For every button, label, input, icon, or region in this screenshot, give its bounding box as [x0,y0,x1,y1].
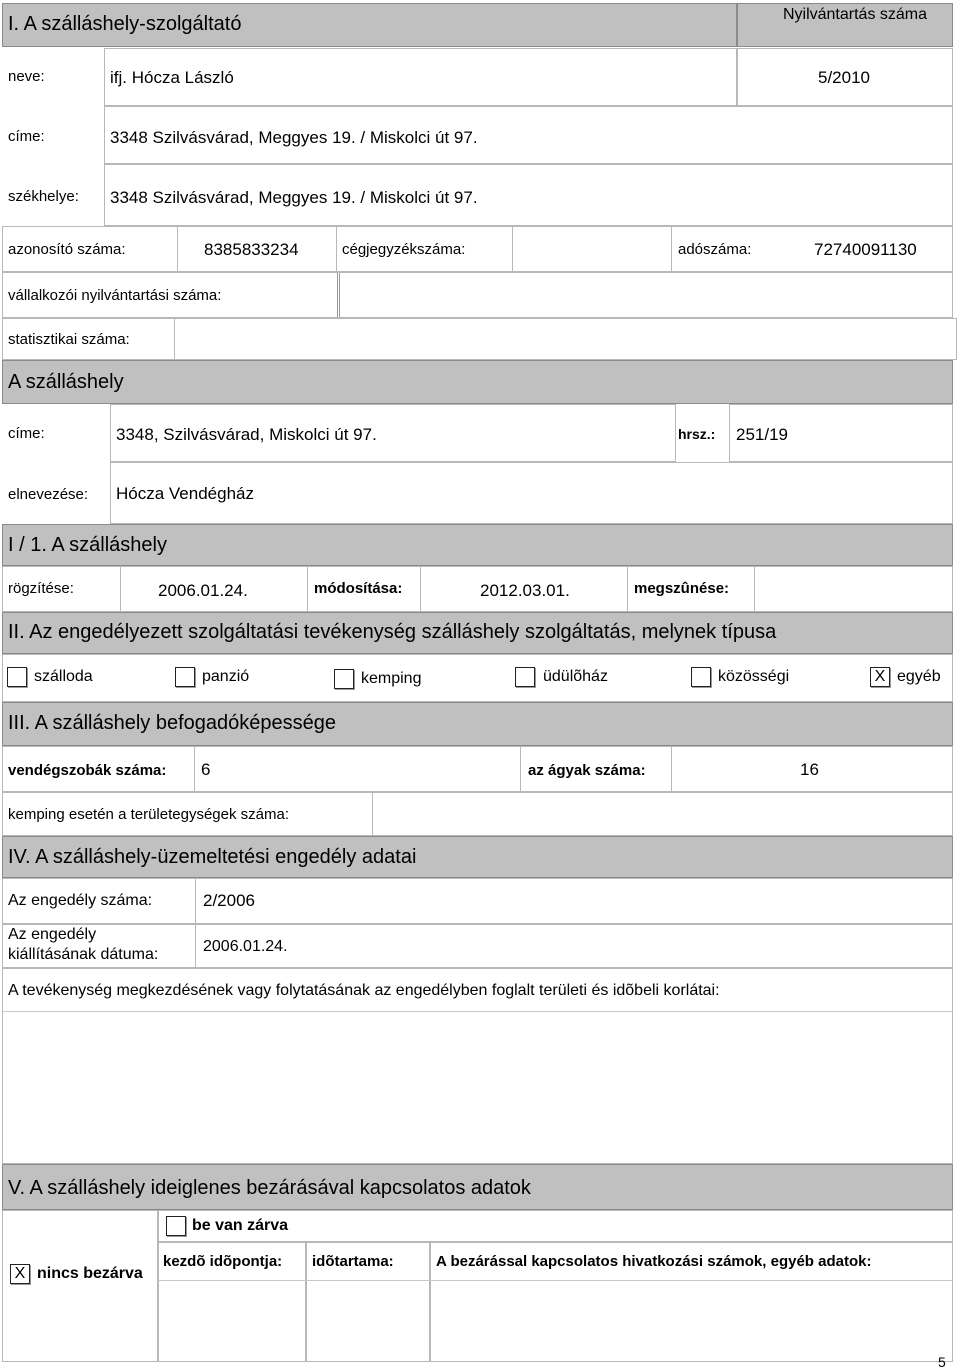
accommodation-name-value: Hócza Vendégház [116,484,254,503]
recorded-label: rögzítése: [8,580,74,597]
provider-name-value: ifj. Hócza László [110,68,234,87]
refs-label: A bezárással kapcsolatos hivatkozási számok, egyéb adatok: [436,1253,872,1270]
not-closed-cell [2,1210,158,1362]
recorded-value: 2006.01.24. [158,581,248,600]
permit-no-box [195,878,953,924]
page-number: 5 [938,1354,946,1370]
stat-label: statisztikai száma: [8,331,130,348]
entrepreneur-label: vállalkozói nyilvántartási száma: [8,287,222,304]
option-udulohaz-label: üdülõház [543,668,608,685]
hrsz-label: hrsz.: [678,426,716,442]
checkbox-egyeb[interactable]: X [870,667,890,687]
provider-address-label: címe: [8,128,45,145]
entrepreneur-box [337,272,953,318]
section3-title: III. A szálláshely befogadóképessége [8,712,337,734]
closed-label: be van zárva [192,1217,289,1234]
reg-header-label: Nyilvántartás száma [782,6,928,23]
accommodation-address-label: címe: [8,425,45,442]
limits-divider [2,1011,953,1012]
ended-label: megszûnése: [634,580,730,597]
not-closed-label: nincs bezárva [37,1265,143,1282]
type-row [2,654,953,702]
company-reg-label: cégjegyzékszáma: [342,241,466,258]
hrsz-value: 251/19 [736,425,788,444]
modified-label: módosítása: [314,580,403,597]
tax-value: 72740091130 [814,240,917,259]
accommodation-address-value: 3348, Szilvásvárad, Miskolci út 97. [116,425,377,444]
issue-label-1: Az engedély [8,926,97,943]
provider-seat-label: székhelye: [8,188,79,205]
option-szalloda-label: szálloda [34,668,93,685]
checkbox-kemping[interactable] [334,669,354,689]
section1-title: I. A szálláshely-szolgáltató [8,13,242,35]
permit-no-value: 2/2006 [203,891,255,910]
modified-value: 2012.03.01. [480,581,570,600]
camping-label: kemping esetén a területegységek száma: [8,806,289,823]
section5-title: V. A szálláshely ideiglenes bezárásával kapcsolatos adatok [8,1177,531,1199]
accommodation-header [2,360,953,404]
rooms-box [194,746,521,792]
checkbox-udulohaz[interactable] [515,667,535,687]
section1-1-title: I / 1. A szálláshely [8,534,167,556]
tax-label: adószáma: [678,241,752,258]
section4-title: IV. A szálláshely-üzemeltetési engedély adatai [8,846,417,868]
id-value: 8385833234 [204,240,299,259]
issue-box [195,924,953,968]
reg-number-value: 5/2010 [818,68,870,87]
checkbox-closed[interactable] [166,1216,186,1236]
option-kozossegi-label: közösségi [718,668,790,685]
ended-box [754,566,953,612]
provider-seat-value: 3348 Szilvásvárad, Meggyes 19. / Miskolci út 97. [110,188,478,207]
closure-header-divider [158,1280,953,1281]
rooms-label: vendégszobák száma: [8,762,167,779]
option-panzio-label: panzió [202,668,250,685]
id-label: azonosító száma: [8,241,126,258]
beds-label: az ágyak száma: [528,762,646,779]
checkbox-not-closed[interactable]: X [10,1264,30,1284]
issue-value: 2006.01.24. [203,938,288,955]
beds-value: 16 [800,760,819,779]
option-kemping-label: kemping [361,670,422,687]
permit-no-label: Az engedély száma: [8,892,153,909]
start-label: kezdõ idõpontja: [163,1253,283,1270]
checkbox-kozossegi[interactable] [691,667,711,687]
checkbox-panzio[interactable] [175,667,195,687]
company-reg-box [512,226,672,272]
option-egyeb-label: egyéb [897,668,941,685]
checkbox-szalloda[interactable] [7,667,27,687]
rooms-value: 6 [201,760,211,779]
accommodation-name-label: elnevezése: [8,486,89,503]
duration-label: idõtartama: [312,1253,394,1270]
section2-title: II. Az engedélyezett szolgáltatási tevékenység szálláshely szolgáltatás, melynek típusa [8,621,777,643]
provider-name-label: neve: [8,68,45,85]
limits-label: A tevékenység megkezdésének vagy folytatásának az engedélyben foglalt területi és idõbeli korlátai: [8,982,720,999]
provider-address-value: 3348 Szilvásvárad, Meggyes 19. / Miskolci út 97. [110,128,478,147]
issue-label-2: kiállításának dátuma: [8,946,159,963]
accommodation-title: A szálláshely [8,371,124,393]
stat-box [174,318,957,360]
camping-box [372,792,953,836]
id-row [2,226,953,272]
